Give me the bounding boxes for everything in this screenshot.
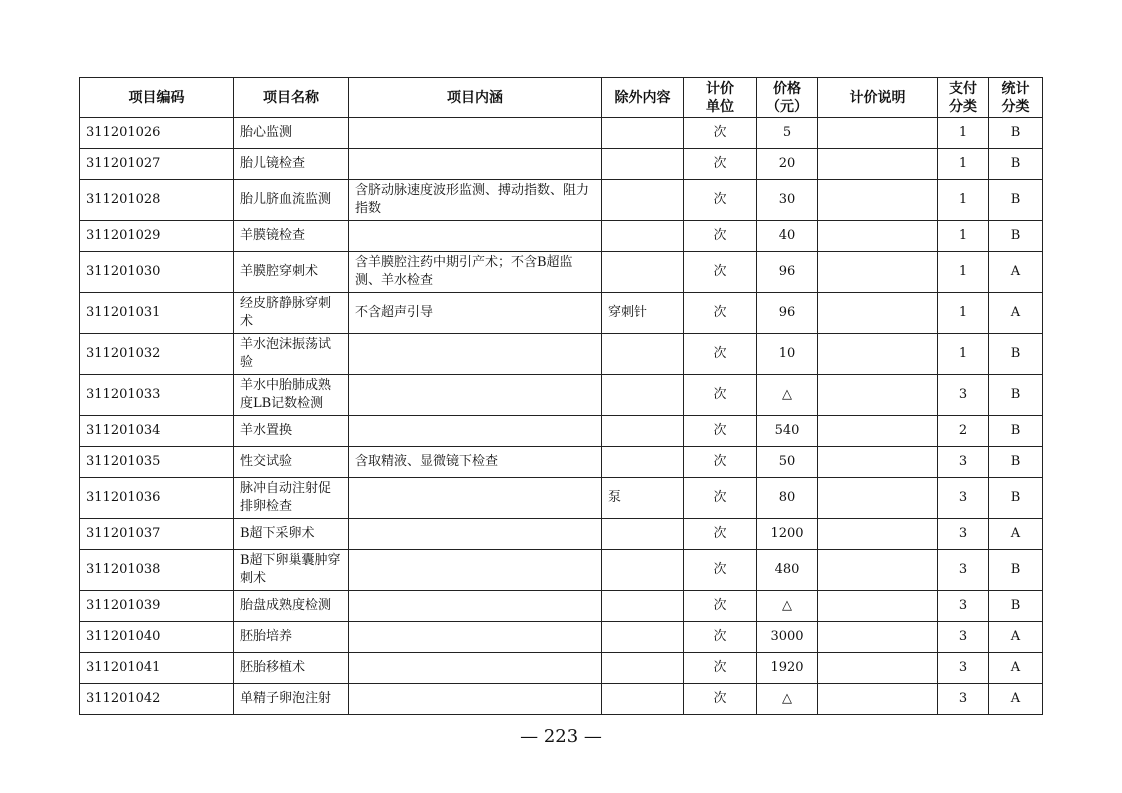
- item-note: [818, 684, 938, 715]
- item-payment: 3: [938, 375, 989, 416]
- item-description: [349, 221, 602, 252]
- item-note: [818, 447, 938, 478]
- item-exclusions: [602, 519, 684, 550]
- item-unit: 次: [684, 221, 757, 252]
- item-price: △: [757, 375, 818, 416]
- item-unit: 次: [684, 180, 757, 221]
- item-name: B超下采卵术: [234, 519, 349, 550]
- item-name: 性交试验: [234, 447, 349, 478]
- item-description: [349, 622, 602, 653]
- item-description: 含取精液、显微镜下检查: [349, 447, 602, 478]
- item-code: 311201040: [80, 622, 234, 653]
- item-price: 1920: [757, 653, 818, 684]
- item-price: 5: [757, 118, 818, 149]
- table-row: [80, 519, 1043, 550]
- item-price: 96: [757, 252, 818, 293]
- item-price: △: [757, 591, 818, 622]
- item-note: [818, 591, 938, 622]
- item-name: 羊膜镜检查: [234, 221, 349, 252]
- table-row: [80, 180, 1043, 221]
- table-row: [80, 653, 1043, 684]
- item-note: [818, 416, 938, 447]
- item-note: [818, 149, 938, 180]
- item-description: [349, 375, 602, 416]
- item-unit: 次: [684, 684, 757, 715]
- item-note: [818, 519, 938, 550]
- item-exclusions: [602, 591, 684, 622]
- item-exclusions: [602, 221, 684, 252]
- item-note: [818, 180, 938, 221]
- table-row: [80, 478, 1043, 519]
- table-row: [80, 149, 1043, 180]
- item-exclusions: [602, 416, 684, 447]
- item-note: [818, 252, 938, 293]
- item-price: △: [757, 684, 818, 715]
- item-code: 311201041: [80, 653, 234, 684]
- item-unit: 次: [684, 252, 757, 293]
- item-name: 经皮脐静脉穿刺术: [234, 293, 349, 334]
- item-stat: B: [989, 118, 1043, 149]
- item-name: 胚胎移植术: [234, 653, 349, 684]
- item-exclusions: [602, 252, 684, 293]
- page-number: — 223 —: [520, 726, 602, 747]
- item-payment: 3: [938, 550, 989, 591]
- item-stat: B: [989, 334, 1043, 375]
- item-unit: 次: [684, 149, 757, 180]
- item-description: [349, 550, 602, 591]
- item-unit: 次: [684, 550, 757, 591]
- item-name: 羊水中胎肺成熟度LB记数检测: [234, 375, 349, 416]
- item-description: [349, 416, 602, 447]
- item-name: 羊水置换: [234, 416, 349, 447]
- table-row: [80, 447, 1043, 478]
- item-note: [818, 293, 938, 334]
- item-code: 311201027: [80, 149, 234, 180]
- item-payment: 1: [938, 221, 989, 252]
- item-exclusions: 穿刺针: [602, 293, 684, 334]
- item-unit: 次: [684, 118, 757, 149]
- item-note: [818, 334, 938, 375]
- item-payment: 3: [938, 622, 989, 653]
- header-stat: [989, 78, 1043, 118]
- item-unit: 次: [684, 653, 757, 684]
- item-stat: B: [989, 550, 1043, 591]
- item-name: 羊水泡沫振荡试验: [234, 334, 349, 375]
- header-row: [80, 78, 1043, 118]
- item-payment: 1: [938, 180, 989, 221]
- item-payment: 3: [938, 591, 989, 622]
- table-row: [80, 118, 1043, 149]
- item-code: 311201034: [80, 416, 234, 447]
- header-unit: [684, 78, 757, 118]
- item-description: [349, 591, 602, 622]
- header-stat-line2: 分类: [1001, 98, 1030, 115]
- item-stat: B: [989, 591, 1043, 622]
- item-stat: A: [989, 519, 1043, 550]
- item-exclusions: [602, 149, 684, 180]
- item-note: [818, 221, 938, 252]
- item-stat: A: [989, 653, 1043, 684]
- item-exclusions: [602, 118, 684, 149]
- item-payment: 2: [938, 416, 989, 447]
- item-price: 50: [757, 447, 818, 478]
- item-payment: 1: [938, 252, 989, 293]
- header-note: 计价说明: [818, 78, 938, 118]
- header-price: [757, 78, 818, 118]
- item-unit: 次: [684, 375, 757, 416]
- header-payment: [938, 78, 989, 118]
- item-stat: B: [989, 149, 1043, 180]
- item-stat: B: [989, 478, 1043, 519]
- item-price: 30: [757, 180, 818, 221]
- item-exclusions: [602, 550, 684, 591]
- item-description: 含羊膜腔注药中期引产术；不含B超监测、羊水检查: [349, 252, 602, 293]
- item-code: 311201033: [80, 375, 234, 416]
- item-stat: B: [989, 221, 1043, 252]
- item-code: 311201030: [80, 252, 234, 293]
- item-description: [349, 118, 602, 149]
- header-exclusions: 除外内容: [602, 78, 684, 118]
- item-name: B超下卵巢囊肿穿刺术: [234, 550, 349, 591]
- item-price: 80: [757, 478, 818, 519]
- item-unit: 次: [684, 519, 757, 550]
- item-code: 311201031: [80, 293, 234, 334]
- table-row: [80, 416, 1043, 447]
- item-code: 311201042: [80, 684, 234, 715]
- item-exclusions: [602, 334, 684, 375]
- item-code: 311201035: [80, 447, 234, 478]
- table-row: [80, 684, 1043, 715]
- header-unit-line1: 计价: [706, 80, 734, 97]
- item-unit: 次: [684, 447, 757, 478]
- item-stat: A: [989, 252, 1043, 293]
- item-payment: 1: [938, 149, 989, 180]
- item-description: [349, 478, 602, 519]
- item-note: [818, 653, 938, 684]
- item-exclusions: [602, 447, 684, 478]
- item-note: [818, 478, 938, 519]
- item-stat: B: [989, 180, 1043, 221]
- item-note: [818, 550, 938, 591]
- item-stat: A: [989, 293, 1043, 334]
- header-description: 项目内涵: [349, 78, 602, 118]
- item-code: 311201026: [80, 118, 234, 149]
- item-note: [818, 375, 938, 416]
- table-row: [80, 293, 1043, 334]
- item-price: 1200: [757, 519, 818, 550]
- fee-schedule-table: [79, 77, 1043, 715]
- item-note: [818, 118, 938, 149]
- item-payment: 1: [938, 334, 989, 375]
- item-code: 311201038: [80, 550, 234, 591]
- item-exclusions: 泵: [602, 478, 684, 519]
- table-row: [80, 550, 1043, 591]
- item-price: 40: [757, 221, 818, 252]
- item-payment: 3: [938, 447, 989, 478]
- item-description: [349, 149, 602, 180]
- item-payment: 3: [938, 653, 989, 684]
- item-exclusions: [602, 684, 684, 715]
- item-description: [349, 653, 602, 684]
- item-price: 540: [757, 416, 818, 447]
- item-stat: B: [989, 447, 1043, 478]
- item-stat: B: [989, 416, 1043, 447]
- item-name: 胎盘成熟度检测: [234, 591, 349, 622]
- item-name: 胚胎培养: [234, 622, 349, 653]
- header-payment-line2: 分类: [949, 98, 977, 115]
- header-price-line1: 价格: [773, 80, 801, 97]
- header-payment-line1: 支付: [949, 80, 977, 97]
- item-stat: A: [989, 622, 1043, 653]
- item-exclusions: [602, 653, 684, 684]
- item-name: 脉冲自动注射促排卵检查: [234, 478, 349, 519]
- header-price-line2: （元）: [766, 98, 808, 115]
- item-price: 96: [757, 293, 818, 334]
- item-price: 10: [757, 334, 818, 375]
- item-unit: 次: [684, 478, 757, 519]
- item-code: 311201032: [80, 334, 234, 375]
- item-payment: 1: [938, 293, 989, 334]
- item-name: 胎儿镜检查: [234, 149, 349, 180]
- item-code: 311201028: [80, 180, 234, 221]
- item-description: 含脐动脉速度波形监测、搏动指数、阻力指数: [349, 180, 602, 221]
- item-price: 3000: [757, 622, 818, 653]
- header-unit-line2: 单位: [706, 98, 734, 115]
- item-price: 480: [757, 550, 818, 591]
- item-description: [349, 684, 602, 715]
- item-unit: 次: [684, 622, 757, 653]
- header-name: 项目名称: [234, 78, 349, 118]
- table-row: [80, 221, 1043, 252]
- item-description: [349, 519, 602, 550]
- item-exclusions: [602, 375, 684, 416]
- item-code: 311201036: [80, 478, 234, 519]
- table-row: [80, 591, 1043, 622]
- item-unit: 次: [684, 293, 757, 334]
- item-code: 311201039: [80, 591, 234, 622]
- item-name: 胎儿脐血流监测: [234, 180, 349, 221]
- item-price: 20: [757, 149, 818, 180]
- item-payment: 1: [938, 118, 989, 149]
- item-note: [818, 622, 938, 653]
- item-name: 羊膜腔穿刺术: [234, 252, 349, 293]
- item-name: 单精子卵泡注射: [234, 684, 349, 715]
- header-code: 项目编码: [80, 78, 234, 118]
- item-description: [349, 334, 602, 375]
- table-row: [80, 252, 1043, 293]
- item-name: 胎心监测: [234, 118, 349, 149]
- table-row: [80, 334, 1043, 375]
- item-exclusions: [602, 180, 684, 221]
- item-unit: 次: [684, 334, 757, 375]
- item-code: 311201029: [80, 221, 234, 252]
- item-code: 311201037: [80, 519, 234, 550]
- item-description: 不含超声引导: [349, 293, 602, 334]
- table-row: [80, 622, 1043, 653]
- table-row: [80, 375, 1043, 416]
- item-stat: A: [989, 684, 1043, 715]
- item-payment: 3: [938, 519, 989, 550]
- item-payment: 3: [938, 684, 989, 715]
- item-unit: 次: [684, 591, 757, 622]
- item-unit: 次: [684, 416, 757, 447]
- header-stat-line1: 统计: [1001, 80, 1030, 97]
- item-exclusions: [602, 622, 684, 653]
- item-stat: B: [989, 375, 1043, 416]
- item-payment: 3: [938, 478, 989, 519]
